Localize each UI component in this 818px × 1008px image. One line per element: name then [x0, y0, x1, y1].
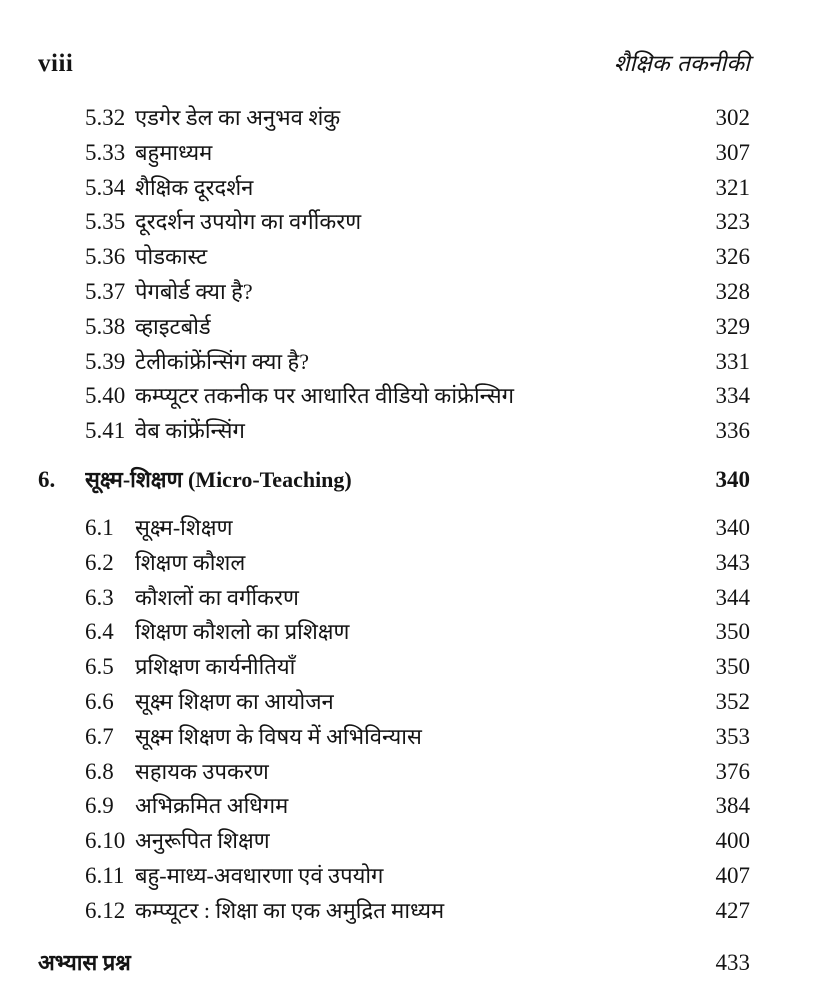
toc-entry-title: सूक्ष्म शिक्षण के विषय में अभिविन्यास: [135, 723, 422, 749]
toc-entry: [85, 860, 750, 895]
toc-entry: [85, 790, 750, 825]
toc-entry-number: 5.37: [85, 278, 126, 304]
toc-entry: [85, 206, 750, 241]
toc-entry: [85, 172, 750, 207]
toc-entry-page: 328: [715, 278, 750, 304]
toc-entry-title: बहु-माध्य-अवधारणा एवं उपयोग: [135, 862, 384, 888]
toc-entry-title: पोडकास्ट: [135, 244, 208, 270]
toc-entry-number: 5.40: [85, 383, 126, 409]
toc-entry-page: 407: [715, 862, 750, 888]
toc-entry: [85, 686, 750, 721]
toc-entry: [85, 582, 750, 617]
toc-entry-page: 329: [715, 313, 750, 339]
toc-entry-number: 5.36: [85, 244, 126, 270]
toc-entry: [85, 825, 750, 860]
toc-entry: [85, 547, 750, 582]
toc-entry: [85, 721, 750, 756]
toc-entry-number: 6.2: [85, 549, 114, 575]
toc-entry-number: 6.1: [85, 514, 114, 540]
toc-entry-page: 326: [715, 244, 750, 270]
toc-entry-number: 6.5: [85, 654, 114, 680]
toc-entry: [85, 756, 750, 791]
toc-entry-title: दूरदर्शन उपयोग का वर्गीकरण: [135, 209, 362, 235]
toc-entry-title: अनुरूपित शिक्षण: [135, 828, 270, 854]
toc-entry-page: 350: [715, 654, 750, 680]
toc-entry-page: 352: [715, 688, 750, 714]
toc-entry-number: 6.11: [85, 862, 125, 888]
toc-entry-page: 307: [715, 139, 750, 165]
exercise-questions-label: अभ्यास प्रश्न: [38, 949, 131, 975]
toc-entry-page: 343: [715, 549, 750, 575]
toc-entry-page: 334: [715, 383, 750, 409]
toc-entry-number: 5.35: [85, 209, 126, 235]
toc-entry-title: एडगेर डेल का अनुभव शंकु: [135, 105, 341, 130]
toc-entry-number: 6.4: [85, 619, 114, 645]
toc-entry: [85, 102, 750, 137]
toc-entry-title: कम्प्यूटर तकनीक पर आधारित वीडियो कांफ्रेन्सिग: [135, 383, 515, 409]
chapter-page: 340: [715, 466, 750, 492]
table-of-contents: [38, 102, 750, 982]
toc-entry-number: 6.9: [85, 793, 114, 819]
toc-entry-number: 5.34: [85, 174, 126, 200]
toc-entry-number: 6.3: [85, 584, 114, 610]
toc-entry-page: 331: [715, 348, 750, 374]
toc-entry-page: 400: [715, 828, 750, 854]
toc-entry-number: 6.8: [85, 758, 114, 784]
toc-entry-title: शिक्षण कौशलो का प्रशिक्षण: [135, 619, 350, 645]
toc-entry-page: 336: [715, 418, 750, 444]
toc-entry-title: व्हाइटबोर्ड: [135, 313, 211, 339]
toc-entry-page: 384: [715, 793, 750, 819]
toc-entry-page: 353: [715, 723, 750, 749]
toc-entry-title: सूक्ष्म शिक्षण का आयोजन: [135, 688, 334, 714]
toc-entry-number: 5.32: [85, 105, 126, 130]
toc-entry: [85, 276, 750, 311]
chapter-number: 6.: [38, 466, 56, 492]
toc-entry-title: प्रशिक्षण कार्यनीतियाँ: [135, 654, 296, 680]
toc-entry-title: कम्प्यूटर : शिक्षा का एक अमुद्रित माध्यम: [135, 897, 445, 923]
toc-entry-title: सूक्ष्म-शिक्षण: [135, 514, 233, 540]
toc-entry-number: 5.39: [85, 348, 126, 374]
exercise-questions-row: [38, 947, 750, 982]
toc-entry-number: 5.38: [85, 313, 126, 339]
section5-entries: [85, 102, 750, 450]
toc-entry-title: वेब कांफ्रेंन्सिंग: [135, 418, 245, 444]
toc-entry-page: 427: [715, 897, 750, 923]
toc-entry: [85, 616, 750, 651]
toc-entry-number: 6.7: [85, 723, 114, 749]
toc-entry: [85, 512, 750, 547]
toc-entry-title: बहुमाध्यम: [135, 139, 213, 165]
toc-entry-number: 5.41: [85, 418, 126, 444]
chapter-title: सूक्ष्म-शिक्षण (Micro-Teaching): [85, 466, 352, 492]
toc-entry: [85, 380, 750, 415]
toc-entry-title: शिक्षण कौशल: [135, 549, 246, 575]
page-folio: viii: [38, 50, 74, 77]
toc-entry-title: कौशलों का वर्गीकरण: [135, 584, 299, 610]
toc-entry-page: 344: [715, 584, 750, 610]
toc-entry-title: टेलीकांफ्रेंन्सिंग क्या है?: [135, 348, 309, 374]
toc-entry-title: पेगबोर्ड क्या है?: [135, 278, 253, 304]
toc-entry: [85, 415, 750, 450]
toc-entry-title: सहायक उपकरण: [135, 758, 269, 784]
chapter-heading: [38, 464, 750, 499]
toc-entry-page: 376: [715, 758, 750, 784]
toc-entry-page: 321: [715, 174, 750, 200]
toc-entry-page: 302: [715, 105, 750, 130]
toc-entry: [85, 346, 750, 381]
toc-entry: [85, 241, 750, 276]
toc-entry: [85, 137, 750, 172]
running-header: [38, 46, 750, 78]
toc-entry-title: अभिक्रमित अधिगम: [135, 793, 289, 819]
toc-entry: [85, 311, 750, 346]
toc-entry-page: 350: [715, 619, 750, 645]
toc-entry-page: 340: [715, 514, 750, 540]
toc-entry-number: 5.33: [85, 139, 126, 165]
toc-entry-page: 323: [715, 209, 750, 235]
exercise-questions-page: 433: [715, 949, 750, 975]
toc-entry-title: शैक्षिक दूरदर्शन: [135, 174, 254, 200]
toc-entry: [85, 895, 750, 930]
section6-entries: [85, 512, 750, 930]
toc-entry: [85, 651, 750, 686]
toc-entry-number: 6.6: [85, 688, 114, 714]
toc-entry-number: 6.12: [85, 897, 126, 923]
running-title: शैक्षिक तकनीकी: [613, 51, 750, 77]
toc-entry-number: 6.10: [85, 828, 126, 854]
